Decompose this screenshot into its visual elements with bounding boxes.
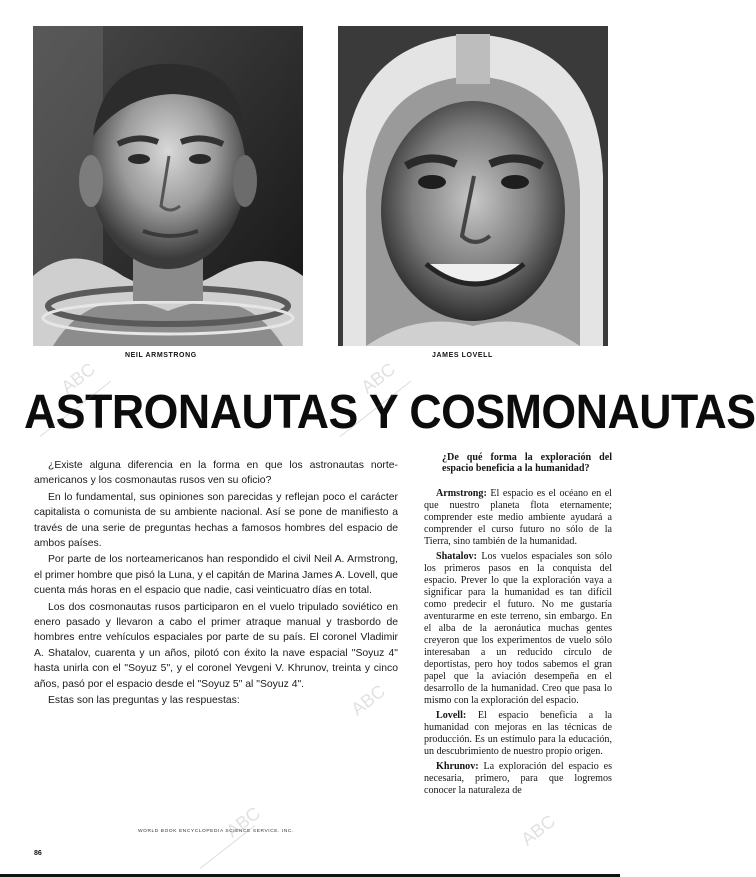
intro-paragraph-3: Por parte de los norteamericanos han respondido el civil Neil A. Armstrong, el primer hombre que pisó la Luna, y el capitán de Marina James A. Lovell, que cuenta más horas en el espacio que nadie, casi veinticuatro días en total.: [34, 554, 398, 597]
answer-text-lovell: El espacio beneficia a la humanidad con mejoras en las técnicas de producción. Es un estímulo para la educación, un descubrimiento de nuestro propio origen.: [424, 710, 612, 757]
answer-armstrong: [424, 488, 612, 548]
footnote-credit: WORLD BOOK ENCYCLOPEDIA SCIENCE SERVICE. INC.: [138, 829, 294, 834]
watermark-abc: ABC: [357, 358, 399, 398]
intro-paragraph-4: Los dos cosmonautas rusos participaron en el vuelo tripulado soviético en enero pasado y llevaron a cabo el primer atraque manual y trasbordo de hombres entre vehículos espaciales por parte de su país. El coronel Vladimir A. Shatalov, cuarenta y un años, pilotó con éxito la nave espacial "Soyuz 4" hasta unirla con el "Soyuz 5", y el coronel Yevgeni V. Khrunov, treinta y cinco años, pasó por el espacio desde el "Soyuz 5" al "Soyuz 4".: [34, 601, 398, 690]
intro-paragraph-5: Estas son las preguntas y las respuestas:: [48, 695, 240, 707]
intro-paragraph-2: En lo fundamental, sus opiniones son parecidas y reflejan poco el carácter capitalista o comunista de su ambiente nacional. Así se pone de manifiesto a través de una serie de preguntas hechas a famosos hombres del espacio de ambos países.: [34, 491, 398, 550]
speaker-lovell: Lovell:: [436, 710, 467, 721]
portrait-lovell-graphic: [338, 26, 608, 346]
speaker-khrunov: Khrunov:: [436, 761, 479, 772]
caption-lovell: JAMES LOVELL: [432, 352, 493, 359]
answer-text-armstrong: El espacio es el océano en el que nuestro planeta flota eternamente; comprender este medio ambiente ayudará a comprender el curso futuro no sólo de la Tierra, sino también de la humanidad.: [424, 488, 612, 547]
answer-shatalov: [424, 551, 612, 707]
answer-text-khrunov: La exploración del espacio es necesaria, primero, para que logremos conocer la naturaleza de: [424, 761, 612, 796]
watermark-abc: ABC: [517, 810, 559, 850]
answer-lovell: [424, 710, 612, 758]
intro-column: [34, 458, 398, 710]
speaker-shatalov: Shatalov:: [436, 551, 477, 562]
page-number: 86: [34, 850, 42, 857]
page-headline: ASTRONAUTAS Y COSMONAUTAS: [24, 386, 756, 439]
photo-neil-armstrong: [33, 26, 303, 346]
watermark-abc: ABC: [57, 358, 99, 398]
portrait-armstrong-graphic: [33, 26, 303, 346]
answer-khrunov: [424, 761, 612, 797]
watermark-abc: ABC: [347, 680, 389, 720]
answer-text-shatalov: Los vuelos espaciales son sólo los primeros pasos en la conquista del espacio. Prever lo que la exploración vaya a significar para la humanidad es tan difícil como predecir el futuro. No me gustaría aventurarme en este terreno, sin embargo. En el alba de la aeronáutica muchas gentes creyeron que los experimentos de vuelo sólo interesaban a un reducido círculo de deportistas, pero hoy todos sabemos el gran papel que la aviación desempeña en el desarrollo de la humanidad. Creo que pasa lo mismo con la exploración del espacio.: [424, 551, 612, 706]
watermark-abc: ABC: [222, 802, 264, 842]
caption-armstrong: NEIL ARMSTRONG: [125, 352, 197, 359]
photo-james-lovell: [338, 26, 608, 346]
intro-paragraph-1: ¿Existe alguna diferencia en la forma en que los astronautas norteamericanos y los cosmonautas rusos ven su oficio?: [34, 460, 398, 487]
qa-column: [424, 452, 612, 800]
speaker-armstrong: Armstrong:: [436, 488, 487, 499]
qa-question: ¿De qué forma la exploración del espacio beneficia a la humanidad?: [442, 452, 612, 474]
